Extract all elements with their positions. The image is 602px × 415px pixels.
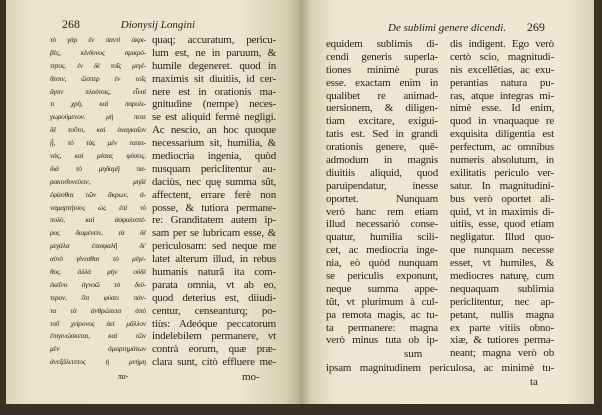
left-page bbox=[6, 0, 300, 404]
text-line: tũt, vt plurimum à cul- bbox=[326, 295, 438, 308]
text-line: tatis est. Sed in grandi bbox=[326, 128, 438, 141]
running-head-right bbox=[388, 21, 545, 35]
text-line: xiæ, & tutiores perma- bbox=[450, 334, 554, 347]
text-line: μὲν ἁμαρτημάτων bbox=[50, 344, 146, 354]
text-line: humanis naturâ ita com- bbox=[152, 266, 276, 279]
text-line: humile degeneret. quod in bbox=[152, 59, 276, 72]
text-line: certò scio, magnitudi- bbox=[450, 50, 554, 63]
text-line: nia, eò quòd nunquam bbox=[326, 257, 438, 270]
text-line: verò hanc rem etiam bbox=[326, 205, 438, 218]
latin-column-left bbox=[152, 34, 276, 369]
text-line: quod in vnaquaque re bbox=[450, 115, 554, 128]
text-line: neque summa appe- bbox=[326, 282, 438, 295]
text-line: διὰ τὸ μηδαμῆ πα- bbox=[50, 163, 146, 173]
catchword-right: ta bbox=[530, 376, 538, 388]
text-line: illud necessariò conse- bbox=[326, 218, 438, 231]
text-line: contrà eorum, quæ præ- bbox=[152, 343, 276, 356]
text-line: cet, ac mediocria inge- bbox=[326, 244, 438, 257]
text-line: pa remota magis, ac tu- bbox=[326, 308, 438, 321]
page-number-right: 269 bbox=[526, 20, 545, 34]
text-line: ρακινδυνεύειν, μηδὲ bbox=[50, 176, 146, 186]
text-line: que nunquam necesse bbox=[450, 244, 554, 257]
text-line: maximis sit diuitiis, id cer- bbox=[152, 72, 276, 85]
text-line: affectent, errare ferè non bbox=[152, 188, 276, 201]
text-line: ta permanere: magna bbox=[326, 321, 438, 334]
text-line: τοῦ χείρονος ἀεὶ μᾶλλον bbox=[50, 318, 146, 328]
text-line: paruipendatur, inesse bbox=[326, 179, 438, 192]
text-line: ἐκεῖνο ἀγνοῶ τὸ δεύ- bbox=[50, 279, 146, 289]
text-line: nequaquam sublimia bbox=[450, 282, 554, 295]
right-page bbox=[300, 0, 594, 404]
text-line: indelebilem permanere, vt bbox=[152, 330, 276, 343]
text-line: equidem sublimis di- bbox=[326, 38, 438, 50]
text-line: γωρούμενον. μή ποτε bbox=[50, 112, 146, 122]
text-line: quod deterius est, diiudi- bbox=[152, 291, 276, 304]
text-line: parata omnia, vt ab eo, bbox=[152, 278, 276, 291]
text-line: daciùs, nec quę summa sũt, bbox=[152, 175, 276, 188]
text-line: centur, censeanturq; po- bbox=[152, 304, 276, 317]
text-line: se est aliquid fermè negligi. bbox=[152, 111, 276, 124]
latin-column-right-2 bbox=[450, 38, 554, 360]
text-line: tiones minimè puras bbox=[326, 63, 438, 76]
text-line: esse. exactam enim in bbox=[326, 76, 438, 89]
text-line: perantias natura pu- bbox=[450, 76, 554, 89]
text-line: quatur, humilia scili- bbox=[326, 231, 438, 244]
text-line: nusquam periclitentur au- bbox=[152, 162, 276, 175]
text-line: gnitudine (nempe) neces- bbox=[152, 98, 276, 111]
text-line: quaq; accuratum, pericu- bbox=[152, 34, 276, 46]
text-line: esset, vt humiles, & bbox=[450, 257, 554, 270]
text-line: periculosam: sed neque me bbox=[152, 240, 276, 253]
text-line: cendi generis superla- bbox=[326, 50, 438, 63]
text-line: numeris absolutum, in bbox=[450, 154, 554, 167]
text-line: exquisita diligentia est bbox=[450, 128, 554, 141]
text-line: sam per se lubricam esse, & bbox=[152, 227, 276, 240]
page-number-left: 268 bbox=[62, 17, 80, 31]
greek-catchword: πα- bbox=[118, 372, 129, 381]
text-line: ναμαρτήτους ὡς ἐπὶ τὸ bbox=[50, 202, 146, 212]
text-line: oportet. Nunquam bbox=[326, 192, 438, 205]
text-line: ἀνεξάλειπτος ἡ μνήμη bbox=[50, 357, 146, 367]
text-line: τα τὰ ἀνθρώπεια ἀπὸ bbox=[50, 305, 146, 315]
running-head-title-right: De sublimi genere dicendi. bbox=[388, 22, 507, 34]
text-line: bus verò oportet ali- bbox=[450, 192, 554, 205]
greek-column bbox=[50, 34, 146, 369]
text-line: βὲς, κίνδυνος σμικρό- bbox=[50, 47, 146, 57]
column-tail: sum bbox=[404, 348, 423, 360]
running-head-left bbox=[62, 18, 195, 32]
text-line: latet alterum illud, in rebus bbox=[152, 253, 276, 266]
text-line: quid, vt in maximis di- bbox=[450, 205, 554, 218]
text-line: qualibet re animad- bbox=[326, 89, 438, 102]
text-line: tiùs: Adeóque peccatorum bbox=[152, 317, 276, 330]
text-line: θεσιν, ὥσπερ ἐν τοῖς bbox=[50, 73, 146, 83]
text-line: dis indigent. Ego verò bbox=[450, 38, 554, 50]
text-line: neant; magna verò ob bbox=[450, 347, 554, 360]
text-line: nimè esse. Id enim, bbox=[450, 102, 554, 115]
text-line: lum est, ne in paruum, & bbox=[152, 46, 276, 59]
text-line: ρας διαμένειν, τὰ δὲ bbox=[50, 228, 146, 238]
text-line: τερον, ὅτι φύσει πάν- bbox=[50, 292, 146, 302]
latin-catchword: mo- bbox=[242, 371, 260, 383]
text-line: necessarium sit, humilia, & bbox=[152, 137, 276, 150]
text-line: perfectum, ac omnibus bbox=[450, 141, 554, 154]
text-line: τὸ γὰρ ἐν παντὶ ἀκρι- bbox=[50, 35, 146, 44]
text-line: exilitatis periculo ver- bbox=[450, 166, 554, 179]
text-line: nis excellẽtias, ac exu- bbox=[450, 63, 554, 76]
text-line: νὰς, καὶ μέσας φύσεις, bbox=[50, 151, 146, 161]
text-line: satur. In magnitudini- bbox=[450, 179, 554, 192]
text-line: θος. ἀλλὰ μὴν οὐδὲ bbox=[50, 267, 146, 277]
full-width-line: ipsam magnitudinem periculosa, ac minimè tu- bbox=[326, 362, 554, 374]
text-line: tiam excitare, exigui- bbox=[326, 115, 438, 128]
text-line: πολὺ, καὶ ἀσφαλεστέ- bbox=[50, 215, 146, 225]
text-line: τητος. ἐν δὲ τοῖς μεγέ- bbox=[50, 60, 146, 70]
text-line: μεγάλα ἐπισφαλῆ δι' bbox=[50, 241, 146, 251]
text-line: ᾖ, τὸ τὰς μὲν ταπει- bbox=[50, 138, 146, 148]
text-line: uitiis, esse, quod etiam bbox=[450, 218, 554, 231]
text-line: clara sunt, citò effluere me- bbox=[152, 356, 276, 369]
text-line: δὲ τοῦτο, καὶ ἀναγκαῖον bbox=[50, 125, 146, 135]
text-line: periclitentur, nec ap- bbox=[450, 295, 554, 308]
text-line: posse, & tutiora permane- bbox=[152, 201, 276, 214]
text-line: diuitiis aliquid, quod bbox=[326, 166, 438, 179]
text-line: admodum in magnis bbox=[326, 154, 438, 167]
text-line: τι χρὴ, καὶ παρολι- bbox=[50, 99, 146, 109]
text-line: uersionem, & diligen- bbox=[326, 102, 438, 115]
text-line: αὐτὸ γίνεσθαι τὸ μέγε- bbox=[50, 254, 146, 264]
text-line: se periculis exponunt, bbox=[326, 270, 438, 283]
running-head-title-left: Dionysij Longini bbox=[120, 19, 196, 31]
text-line: negligatur. Illud quo- bbox=[450, 231, 554, 244]
text-line: orationis genere, quē- bbox=[326, 141, 438, 154]
text-line: nere est in orationis ma- bbox=[152, 85, 276, 98]
text-line: Ac nescio, an hoc quoque bbox=[152, 124, 276, 137]
text-line: ἐπιγινώσκεται, καὶ τῶν bbox=[50, 331, 146, 341]
text-line: ἄγαν πλούτοις, εἶναί bbox=[50, 86, 146, 96]
text-line: ex parte vitiis obno- bbox=[450, 321, 554, 334]
text-line: ἐφίεσθαι τῶν ἄκρων, ἀ- bbox=[50, 189, 146, 199]
text-line: ras, atque integras mi- bbox=[450, 89, 554, 102]
text-line: verò minus tuta ob ip- bbox=[326, 334, 438, 347]
latin-column-right-1 bbox=[326, 38, 438, 347]
text-line: re: Granditatem autem ip- bbox=[152, 214, 276, 227]
text-line: mediocria ingenia, quòd bbox=[152, 150, 276, 163]
text-line: petant, nullis magna bbox=[450, 308, 554, 321]
text-line: mediocres naturę, cum bbox=[450, 270, 554, 283]
